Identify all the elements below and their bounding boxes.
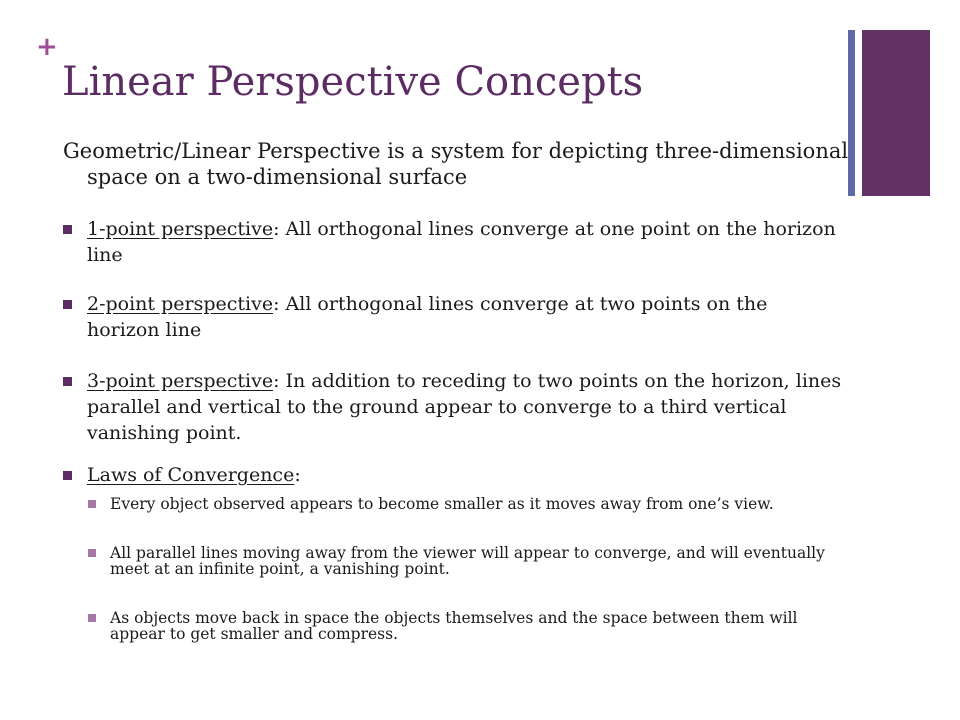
- bullet-term: 3-point perspective: [87, 370, 274, 392]
- sub-bullet-item: [88, 610, 833, 642]
- sub-bullet-text: All parallel lines moving away from the viewer will appear to converge, and will eventually meet at an infinite point, a vanishing point.: [110, 544, 825, 578]
- bullet-list-3: [63, 368, 843, 446]
- bullet-3-point: [63, 368, 843, 446]
- bullet-list-1: [63, 216, 843, 268]
- bullet-term: 2-point perspective: [87, 293, 274, 315]
- square-sub-bullet-icon: [88, 549, 96, 557]
- bullet-list-4: [63, 462, 843, 488]
- sub-bullet-text: As objects move back in space the objects themselves and the space between them will appear to get smaller and compress.: [110, 609, 798, 643]
- sub-bullet-item: [88, 496, 833, 512]
- bullet-term: 1-point perspective: [87, 218, 274, 240]
- square-sub-bullet-icon: [88, 614, 96, 622]
- bullet-text: : All orthogonal lines converge at one point on the horizon line: [87, 218, 836, 266]
- square-bullet-icon: [63, 377, 72, 386]
- square-bullet-icon: [63, 225, 72, 234]
- square-bullet-icon: [63, 471, 72, 480]
- bullet-list-2: [63, 291, 843, 343]
- sub-bullet-list-3: [88, 610, 833, 642]
- sub-bullet-text: Every object observed appears to become smaller as it moves away from one’s view.: [110, 495, 774, 513]
- bullet-2-point: [63, 291, 843, 343]
- square-bullet-icon: [63, 300, 72, 309]
- bullet-text: : All orthogonal lines converge at two points on the horizon line: [87, 293, 768, 341]
- bullet-text: :: [294, 464, 301, 486]
- square-sub-bullet-icon: [88, 500, 96, 508]
- decorative-bar-thick: [862, 30, 930, 196]
- sub-bullet-list-2: [88, 545, 833, 577]
- sub-bullet-list-1: [88, 496, 833, 512]
- bullet-term: Laws of Convergence: [87, 464, 295, 486]
- bullet-1-point: [63, 216, 843, 268]
- bullet-text: : In addition to receding to two points on the horizon, lines parallel and vertical to the ground appear to converge to a third vertical vanishing point.: [87, 370, 842, 444]
- sub-bullet-item: [88, 545, 833, 577]
- bullet-laws-of-convergence: [63, 462, 843, 488]
- plus-icon: +: [36, 32, 58, 62]
- slide-title: Linear Perspective Concepts: [62, 59, 644, 105]
- intro-paragraph: Geometric/Linear Perspective is a system for depicting three-dimensional space on a two-dimensional surface: [63, 139, 849, 189]
